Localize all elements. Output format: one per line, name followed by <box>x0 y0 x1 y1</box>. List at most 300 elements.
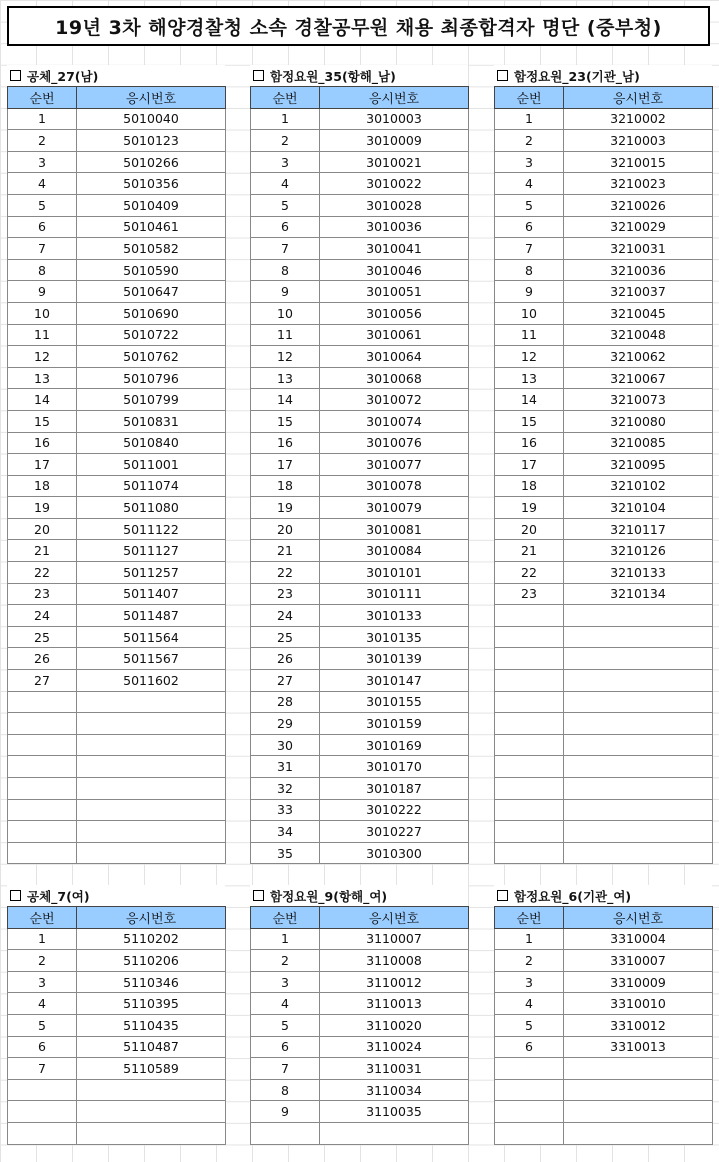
table-row <box>495 389 713 411</box>
row-seq: 21 <box>251 540 320 562</box>
row-seq: 26 <box>251 648 320 670</box>
row-seq: 1 <box>8 928 77 950</box>
checkbox-square-icon <box>10 70 21 81</box>
row-exam-no: 5010266 <box>77 151 226 173</box>
section-label-text: 공체_7(여) <box>27 888 90 904</box>
row-seq: 3 <box>8 971 77 993</box>
table-row <box>8 518 226 540</box>
row-exam-no: 3310007 <box>564 950 713 972</box>
table-row <box>251 950 469 972</box>
table-row <box>8 928 226 950</box>
table-row <box>251 713 469 735</box>
row-seq: 11 <box>495 324 564 346</box>
row-seq: 23 <box>495 583 564 605</box>
row-exam-no: 3010078 <box>320 475 469 497</box>
row-seq: 2 <box>251 130 320 152</box>
table-row <box>8 389 226 411</box>
table-row <box>495 259 713 281</box>
row-seq: 25 <box>251 626 320 648</box>
table-row <box>495 151 713 173</box>
row-exam-no: 3010061 <box>320 324 469 346</box>
row-exam-no: 3210095 <box>564 454 713 476</box>
row-exam-no: 3310004 <box>564 928 713 950</box>
section-public-female <box>7 885 225 1145</box>
row-exam-no: 3010079 <box>320 497 469 519</box>
table-row <box>251 540 469 562</box>
row-seq: 16 <box>251 432 320 454</box>
row-seq: 4 <box>8 173 77 195</box>
row-exam-no: 5011074 <box>77 475 226 497</box>
row-exam-no: 5010762 <box>77 346 226 368</box>
row-exam-no: 3210026 <box>564 194 713 216</box>
row-exam-no: 3010028 <box>320 194 469 216</box>
empty-row <box>495 691 713 713</box>
row-exam-no: 3110012 <box>320 971 469 993</box>
table-row <box>251 971 469 993</box>
row-seq: 26 <box>8 648 77 670</box>
section-ship-engine-male <box>494 65 712 864</box>
empty-row <box>8 778 226 800</box>
table-row <box>8 497 226 519</box>
row-exam-no: 5011257 <box>77 562 226 584</box>
row-seq: 21 <box>495 540 564 562</box>
result-table <box>7 86 226 864</box>
table-row <box>8 238 226 260</box>
empty-row <box>495 1058 713 1080</box>
row-exam-no: 3010076 <box>320 432 469 454</box>
row-seq: 18 <box>251 475 320 497</box>
row-exam-no: 3210045 <box>564 302 713 324</box>
row-seq: 4 <box>495 173 564 195</box>
table-row <box>251 626 469 648</box>
row-exam-no: 3210133 <box>564 562 713 584</box>
table-row <box>251 799 469 821</box>
row-seq: 29 <box>251 713 320 735</box>
empty-row <box>8 691 226 713</box>
row-seq: 11 <box>8 324 77 346</box>
table-row <box>8 173 226 195</box>
row-exam-no: 3210037 <box>564 281 713 303</box>
row-seq: 1 <box>251 928 320 950</box>
table-row <box>8 540 226 562</box>
row-seq: 9 <box>251 1101 320 1123</box>
row-exam-no: 3310010 <box>564 993 713 1015</box>
row-exam-no: 3010170 <box>320 756 469 778</box>
row-seq: 3 <box>251 151 320 173</box>
row-exam-no: 3010300 <box>320 842 469 864</box>
table-row <box>8 108 226 130</box>
row-seq: 3 <box>251 971 320 993</box>
row-seq: 2 <box>251 950 320 972</box>
row-exam-no: 3010077 <box>320 454 469 476</box>
table-row <box>495 497 713 519</box>
row-exam-no: 3010139 <box>320 648 469 670</box>
row-exam-no: 3210048 <box>564 324 713 346</box>
table-row <box>251 562 469 584</box>
table-row <box>8 194 226 216</box>
row-seq: 19 <box>8 497 77 519</box>
table-row <box>8 670 226 692</box>
table-row <box>251 389 469 411</box>
empty-row <box>495 799 713 821</box>
table-row <box>495 518 713 540</box>
row-exam-no: 5011001 <box>77 454 226 476</box>
empty-row <box>495 605 713 627</box>
row-seq: 27 <box>251 670 320 692</box>
row-seq: 10 <box>251 302 320 324</box>
row-exam-no: 3210023 <box>564 173 713 195</box>
row-exam-no: 3010051 <box>320 281 469 303</box>
table-row <box>8 583 226 605</box>
table-row <box>8 151 226 173</box>
table-row <box>251 778 469 800</box>
empty-row <box>495 821 713 843</box>
table-row <box>251 1101 469 1123</box>
header-exam-no: 응시번호 <box>320 907 469 929</box>
table-row <box>251 324 469 346</box>
row-exam-no: 3110035 <box>320 1101 469 1123</box>
table-row <box>495 583 713 605</box>
table-row <box>8 346 226 368</box>
row-exam-no: 5010831 <box>77 410 226 432</box>
row-exam-no: 3210134 <box>564 583 713 605</box>
table-row <box>495 950 713 972</box>
table-row <box>251 238 469 260</box>
table-row <box>251 216 469 238</box>
table-row <box>251 993 469 1015</box>
table-row <box>495 173 713 195</box>
table-row <box>8 216 226 238</box>
table-row <box>495 281 713 303</box>
row-seq: 13 <box>8 367 77 389</box>
table-header-row <box>251 907 469 929</box>
row-exam-no: 3310013 <box>564 1036 713 1058</box>
table-row <box>251 756 469 778</box>
row-seq: 6 <box>8 1036 77 1058</box>
checkbox-square-icon <box>253 890 264 901</box>
section-label-text: 함정요원_9(항해_여) <box>270 888 388 904</box>
row-seq: 31 <box>251 756 320 778</box>
row-seq: 17 <box>495 454 564 476</box>
row-exam-no: 3110031 <box>320 1058 469 1080</box>
row-seq: 25 <box>8 626 77 648</box>
row-seq: 4 <box>251 173 320 195</box>
row-exam-no: 3210031 <box>564 238 713 260</box>
row-seq: 27 <box>8 670 77 692</box>
row-seq: 6 <box>8 216 77 238</box>
row-seq: 9 <box>495 281 564 303</box>
table-row <box>251 734 469 756</box>
section-label <box>494 65 712 86</box>
row-seq: 16 <box>495 432 564 454</box>
row-seq: 32 <box>251 778 320 800</box>
row-exam-no: 3010147 <box>320 670 469 692</box>
row-exam-no: 3210126 <box>564 540 713 562</box>
row-seq: 9 <box>8 281 77 303</box>
row-seq: 4 <box>8 993 77 1015</box>
empty-row <box>495 734 713 756</box>
row-exam-no: 5011122 <box>77 518 226 540</box>
empty-row <box>495 756 713 778</box>
row-seq: 2 <box>8 950 77 972</box>
empty-row <box>8 756 226 778</box>
header-seq: 순번 <box>8 907 77 929</box>
section-label <box>494 885 712 906</box>
row-exam-no: 3110013 <box>320 993 469 1015</box>
row-exam-no: 5010590 <box>77 259 226 281</box>
row-exam-no: 5011407 <box>77 583 226 605</box>
result-table <box>250 86 469 864</box>
page-title: 19년 3차 해양경찰청 소속 경찰공무원 채용 최종합격자 명단 (중부청) <box>7 6 710 46</box>
table-row <box>495 108 713 130</box>
row-exam-no: 3110024 <box>320 1036 469 1058</box>
row-exam-no: 3210067 <box>564 367 713 389</box>
row-exam-no: 5010040 <box>77 108 226 130</box>
row-exam-no: 3110007 <box>320 928 469 950</box>
row-seq: 7 <box>8 1058 77 1080</box>
table-row <box>8 1058 226 1080</box>
section-label <box>250 885 468 906</box>
row-exam-no: 3010074 <box>320 410 469 432</box>
row-seq: 18 <box>8 475 77 497</box>
row-exam-no: 3210036 <box>564 259 713 281</box>
row-exam-no: 5010461 <box>77 216 226 238</box>
row-seq: 12 <box>251 346 320 368</box>
row-seq: 13 <box>495 367 564 389</box>
table-row <box>251 151 469 173</box>
table-header-row <box>495 87 713 109</box>
table-row <box>495 928 713 950</box>
table-row <box>495 238 713 260</box>
row-exam-no: 5011602 <box>77 670 226 692</box>
row-seq: 8 <box>8 259 77 281</box>
row-seq: 14 <box>8 389 77 411</box>
row-exam-no: 3010169 <box>320 734 469 756</box>
row-seq: 7 <box>495 238 564 260</box>
row-exam-no: 5110346 <box>77 971 226 993</box>
row-seq: 1 <box>495 108 564 130</box>
header-seq: 순번 <box>251 87 320 109</box>
row-seq: 5 <box>251 194 320 216</box>
table-row <box>251 367 469 389</box>
row-exam-no: 5010356 <box>77 173 226 195</box>
table-row <box>8 454 226 476</box>
table-row <box>495 367 713 389</box>
row-exam-no: 3010133 <box>320 605 469 627</box>
row-seq: 7 <box>251 238 320 260</box>
row-exam-no: 5010409 <box>77 194 226 216</box>
table-row <box>251 410 469 432</box>
result-table <box>7 906 226 1145</box>
row-exam-no: 3210104 <box>564 497 713 519</box>
row-seq: 15 <box>251 410 320 432</box>
row-exam-no: 5010799 <box>77 389 226 411</box>
section-label-text: 함정요원_23(기관_남) <box>514 68 640 84</box>
row-seq: 19 <box>495 497 564 519</box>
row-seq: 22 <box>251 562 320 584</box>
row-exam-no: 3010036 <box>320 216 469 238</box>
header-exam-no: 응시번호 <box>320 87 469 109</box>
row-seq: 8 <box>495 259 564 281</box>
header-exam-no: 응시번호 <box>564 907 713 929</box>
row-seq: 5 <box>8 1014 77 1036</box>
table-row <box>251 928 469 950</box>
row-seq: 14 <box>495 389 564 411</box>
row-exam-no: 3010022 <box>320 173 469 195</box>
checkbox-square-icon <box>10 890 21 901</box>
row-exam-no: 3310012 <box>564 1014 713 1036</box>
empty-row <box>495 1101 713 1123</box>
row-seq: 7 <box>251 1058 320 1080</box>
row-seq: 6 <box>495 1036 564 1058</box>
row-seq: 5 <box>495 1014 564 1036</box>
row-exam-no: 3010111 <box>320 583 469 605</box>
table-row <box>8 648 226 670</box>
row-exam-no: 5011080 <box>77 497 226 519</box>
table-row <box>251 130 469 152</box>
row-exam-no: 5011567 <box>77 648 226 670</box>
table-row <box>8 993 226 1015</box>
empty-row <box>495 1122 713 1144</box>
table-row <box>495 1014 713 1036</box>
table-row <box>251 454 469 476</box>
section-public-male <box>7 65 225 864</box>
row-exam-no: 5010796 <box>77 367 226 389</box>
empty-row <box>251 1122 469 1144</box>
empty-row <box>495 713 713 735</box>
section-ship-nav-male <box>250 65 468 864</box>
row-seq: 16 <box>8 432 77 454</box>
table-row <box>251 432 469 454</box>
table-row <box>251 1014 469 1036</box>
table-row <box>8 130 226 152</box>
checkbox-square-icon <box>497 890 508 901</box>
header-seq: 순번 <box>251 907 320 929</box>
table-row <box>251 1058 469 1080</box>
row-exam-no: 3010041 <box>320 238 469 260</box>
row-seq: 19 <box>251 497 320 519</box>
row-seq: 23 <box>8 583 77 605</box>
row-exam-no: 5110589 <box>77 1058 226 1080</box>
row-seq: 20 <box>8 518 77 540</box>
empty-row <box>8 1079 226 1101</box>
table-row <box>495 410 713 432</box>
row-exam-no: 5010690 <box>77 302 226 324</box>
empty-row <box>495 1079 713 1101</box>
row-seq: 20 <box>251 518 320 540</box>
row-seq: 3 <box>495 151 564 173</box>
table-row <box>495 302 713 324</box>
row-exam-no: 3010101 <box>320 562 469 584</box>
empty-row <box>495 778 713 800</box>
row-seq: 8 <box>251 259 320 281</box>
empty-row <box>8 842 226 864</box>
table-row <box>8 432 226 454</box>
row-seq: 18 <box>495 475 564 497</box>
row-exam-no: 5110435 <box>77 1014 226 1036</box>
table-row <box>495 475 713 497</box>
table-row <box>8 259 226 281</box>
result-table <box>494 906 713 1145</box>
row-exam-no: 3010187 <box>320 778 469 800</box>
row-seq: 5 <box>495 194 564 216</box>
row-seq: 21 <box>8 540 77 562</box>
table-row <box>251 173 469 195</box>
table-header-row <box>495 907 713 929</box>
row-exam-no: 5010582 <box>77 238 226 260</box>
header-exam-no: 응시번호 <box>77 87 226 109</box>
row-exam-no: 3010159 <box>320 713 469 735</box>
row-seq: 33 <box>251 799 320 821</box>
table-row <box>8 950 226 972</box>
row-seq: 9 <box>251 281 320 303</box>
row-seq: 10 <box>495 302 564 324</box>
header-seq: 순번 <box>495 87 564 109</box>
table-row <box>251 648 469 670</box>
row-exam-no: 3010068 <box>320 367 469 389</box>
table-row <box>8 626 226 648</box>
empty-row <box>495 626 713 648</box>
empty-row <box>495 670 713 692</box>
row-exam-no: 5010722 <box>77 324 226 346</box>
table-row <box>8 302 226 324</box>
row-seq: 17 <box>251 454 320 476</box>
row-seq: 22 <box>8 562 77 584</box>
table-row <box>251 821 469 843</box>
table-row <box>8 475 226 497</box>
row-exam-no: 3210073 <box>564 389 713 411</box>
table-row <box>495 216 713 238</box>
row-exam-no: 3210117 <box>564 518 713 540</box>
table-row <box>251 108 469 130</box>
empty-row <box>8 1122 226 1144</box>
table-header-row <box>8 87 226 109</box>
row-exam-no: 5011127 <box>77 540 226 562</box>
table-row <box>8 562 226 584</box>
header-seq: 순번 <box>8 87 77 109</box>
row-seq: 3 <box>8 151 77 173</box>
row-seq: 24 <box>8 605 77 627</box>
row-exam-no: 5110395 <box>77 993 226 1015</box>
table-row <box>8 971 226 993</box>
row-seq: 8 <box>251 1079 320 1101</box>
row-seq: 2 <box>495 130 564 152</box>
row-exam-no: 3010072 <box>320 389 469 411</box>
table-row <box>251 605 469 627</box>
empty-row <box>8 821 226 843</box>
row-exam-no: 3010009 <box>320 130 469 152</box>
row-seq: 5 <box>8 194 77 216</box>
row-seq: 5 <box>251 1014 320 1036</box>
header-exam-no: 응시번호 <box>564 87 713 109</box>
row-exam-no: 3010135 <box>320 626 469 648</box>
section-label <box>250 65 468 86</box>
row-seq: 15 <box>495 410 564 432</box>
row-seq: 6 <box>251 216 320 238</box>
row-seq: 14 <box>251 389 320 411</box>
result-table <box>494 86 713 864</box>
row-exam-no: 3110008 <box>320 950 469 972</box>
row-seq: 2 <box>8 130 77 152</box>
row-exam-no: 3010227 <box>320 821 469 843</box>
table-row <box>251 518 469 540</box>
row-exam-no: 3010056 <box>320 302 469 324</box>
table-row <box>8 367 226 389</box>
row-exam-no: 3310009 <box>564 971 713 993</box>
table-row <box>495 562 713 584</box>
table-row <box>8 410 226 432</box>
empty-row <box>8 713 226 735</box>
